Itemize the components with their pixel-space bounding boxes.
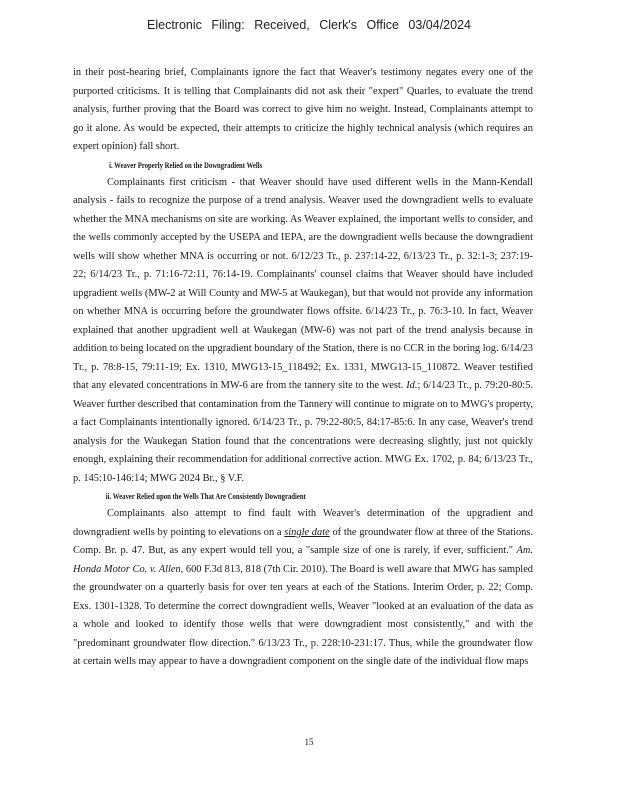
paragraph-1: in their post-hearing brief, Complainants ignore the fact that Weaver's testimony negates every one of the purported criticisms. It is telling that Complainants did not ask their "expert" Quarles, to evaluate the trend analysis, further proving that the Board was correct to give him no weight. Instead, Complainants attempt to go it alone. As would be expected, their attempts to criticize the highly technical analysis (which requires an expert opinion) fall short.	[73, 67, 533, 152]
paragraph-2-text: Complainants first criticism - that Weaver should have used different wells in the Mann-Kendall analysis - fails to recognize the purpose of a trend analysis. Weaver used the downgradient wells to evaluate whether the MNA mechanisms on site are working. As Weaver explained, the important wells to consider, and the wells commonly accepted by the USEPA and IEPA, are the downgradient wells because the downgradient wells will show whether MNA is occurring or not. 6/12/23 Tr., p. 237:14-22, 6/13/23 Tr., p. 32:1-3; 237:19-22; 6/14/23 Tr., p. 71:16-72:11, 76:14-19. Complainants' counsel claims that Weaver should have included upgradient wells (MW-2 at Will County and MW-5 at Waukegan), but that would not provide any information on whether MNA is occurring before the groundwater flows offsite. 6/14/23 Tr., p. 76:3-10. In fact, Weaver explained that another upgradient well at Waukegan (MW-6) was not part of the trend analysis because in addition to being located on the upgradient boundary of the Station, there is no CCR in the boring log. 6/14/23 Tr., p. 78:8-15, 79:11-19; Ex. 1310, MWG13-15_118492; Ex. 1331, MWG13-15_110872. Weaver testified that any elevated concentrations in MW-6 are from the tannery site to the west.	[73, 176, 533, 391]
document-body	[73, 64, 533, 672]
paragraph-2-id-cite: Id.	[406, 380, 418, 391]
paragraph-3-part-b: of the groundwater flow at three of the Stations. Comp. Br. p. 47. But, as any expert would tell you, a "sample size of one is rarely, if ever, sufficient."	[73, 526, 533, 556]
filing-header: Electronic Filing: Received, Clerk's Office 03/04/2024	[147, 18, 471, 32]
page-number: 15	[304, 737, 314, 747]
subheading-2: ii. Weaver Relied upon the Wells That Are Consistently Downgradient	[105, 492, 306, 501]
paragraph-3-part-a: Complainants also attempt to find fault with Weaver's determination of the upgradient and downgradient wells by pointing to elevations on a	[73, 508, 533, 538]
paragraph-2-tail: ; 6/14/23 Tr., p. 79:20-80:5. Weaver further described that contamination from the Tannery will continue to migrate on to MWG's property, a fact Complainants intentionally ignored. 6/14/23 Tr., p. 79:22-80:5, 84:17-85:6. In any case, Weaver's trend analysis for the Waukegan Station found that the concentrations were decreasing slightly, just not quickly enough, explaining their recommendation for additional corrective action. MWG Ex. 1702, p. 84; 6/13/23 Tr., p. 145:10-146:14; MWG 2024 Br., § V.F.	[73, 380, 533, 484]
paragraph-2	[73, 174, 533, 489]
subheading-1: i. Weaver Properly Relied on the Downgradient Wells	[109, 160, 263, 170]
paragraph-3-case-name: Am. Honda Motor Co. v. Allen	[73, 545, 533, 575]
paragraph-3-emphasis: single date	[284, 526, 330, 538]
paragraph-3-part-c: , 600 F.3d 813, 818 (7th Cir. 2010). The Board is well aware that MWG has sampled the groundwater on a quarterly basis for over ten years at each of the Stations. Interim Order, p. 22; Comp. Exs. 1301-1328. To determine the correct downgradient wells, Weaver "looked at an evaluation of the data as a whole and looked to identify those wells that were downgradient most consistently," and with the "predominant groundwater flow direction." 6/13/23 Tr., p. 228:10-231:17. Thus, while the groundwater flow at certain wells may appear to have a downgradient component on the single date of the individual flow maps	[73, 563, 533, 667]
paragraph-3	[73, 505, 533, 672]
